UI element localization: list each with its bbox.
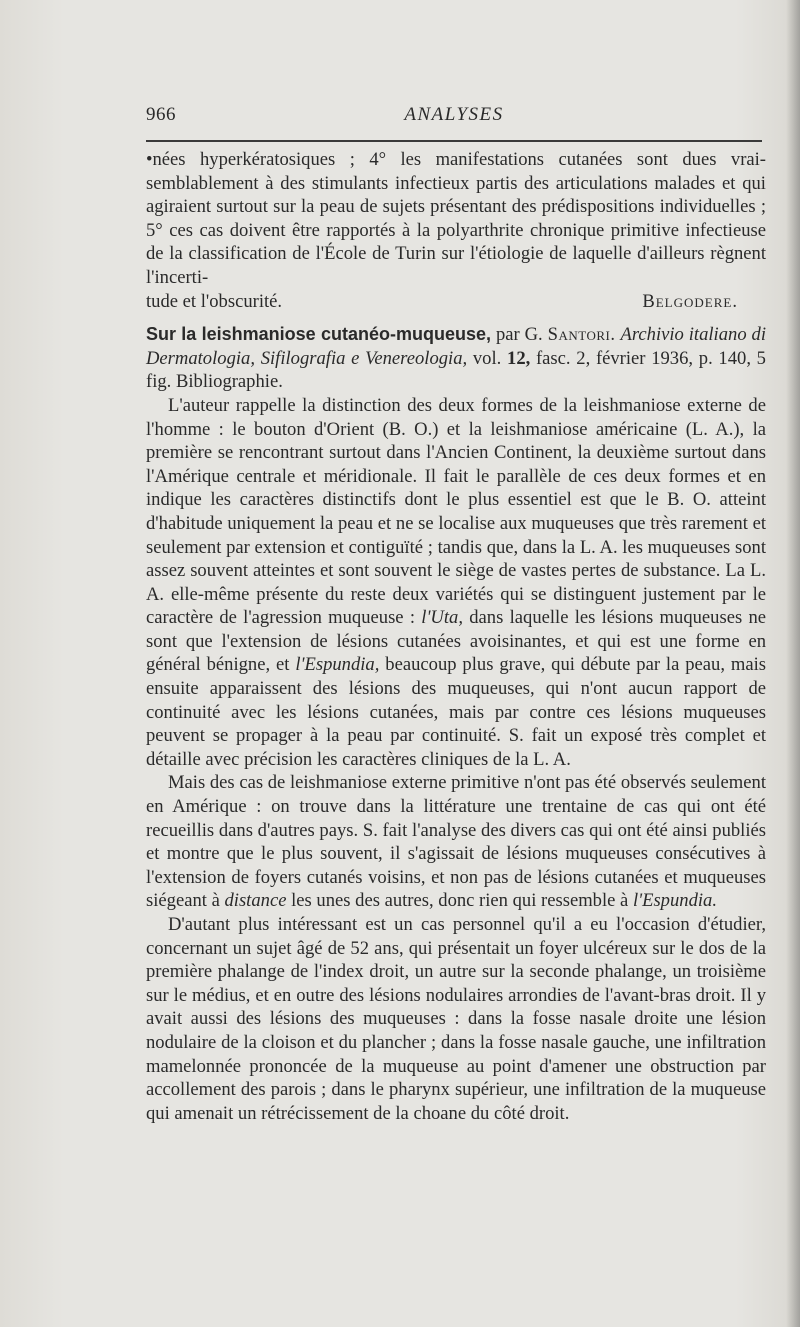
paragraph-text: les unes des autres, donc rien qui ressemble à [291,890,629,912]
text-line: tude et l'obscurité. [146,290,283,312]
page-details: p. 140, 5 fig. Bibliographie. [146,347,766,393]
paragraph-1 [146,394,766,772]
text-line: •nées hyperkératosiques ; 4° les manifestations cutanées sont dues vrai- [146,149,766,170]
journal-name: Archivio italiano di Dermatologia, Sifilografia e Venereologia, [146,324,767,369]
volume-label: vol. [472,347,502,369]
text-line: malades et qui agiraient surtout sur la peau de sujets présentant des [146,172,766,218]
text-line: polyarthrite chronique primitive infectieuse de la classification de [146,219,766,265]
previous-analysis-text [146,148,766,290]
article-reference [146,323,766,394]
reviewer-signature: Belgodere. [642,290,738,312]
page-content [146,148,766,1125]
text-line: l'École de Turin sur l'étiologie de laquelle d'ailleurs règnent l'incerti- [146,243,767,288]
page-number: 966 [146,104,176,125]
paragraph-3: D'autant plus intéressant est un cas personnel qu'il a eu l'occasion d'étudier, concernant un sujet âgé de 52 ans, qui présentait un foyer ulcéreux sur le dos de la première phalange de l'index droit, un autre sur la seconde phalange, un troisième sur le médius, et en outre des lésions nodulaires arrondies de l'avant-bras droit. Il y avait aussi des lésions des muqueuses : dans la fosse nasale droite une lésion nodulaire de la cloison et du plancher ; dans la fosse nasale gauche, une infiltration mamelonnée prononcée de la muqueuse au point d'amener une obstruction par accollement des parois ; dans le pharynx supérieur, une infiltration de la muqueuse qui amenait un rétrécissement de la choane du côté droit. [146,914,766,1124]
page-edge-shadow [786,0,800,1327]
paragraph-text: Mais des cas de leishmaniose externe primitive n'ont pas été observés seulement en Amérique : on trouve dans la littérature une trentaine de cas qui ont été recueillis dans d'autres pays. S. fait l'analyse des divers cas qui ont été ainsi publiés et montre que le plus souvent, il s'agissait de lésions muqueuses consécutives à l'extension de foyers cutanés voisins, et non pas de lésions cutanées et muqueuses siégeant à [146,772,766,912]
text-line: prédispositions individuelles ; 5° ces cas doivent être rapportés à la [146,196,766,241]
term-espundia: l'Espundia. [632,890,717,912]
header-rule [146,140,762,142]
paragraph-2 [146,771,766,913]
previous-analysis-end [146,290,766,314]
issue-details: fasc. 2, février 1936, [535,347,694,369]
term-espundia: l'Espundia, [295,654,380,676]
volume-number: 12, [507,347,531,369]
term-distance: distance [224,890,287,912]
article-title: Sur la leishmaniose cutanéo-muqueuse, [146,324,491,345]
term-uta: l'Uta, [421,607,463,629]
running-title: ANALYSES [404,104,504,125]
page-header [146,104,762,134]
paragraph-text: dans laquelle les lésions muqueuses ne sont que l'extension de lésions cutanées avoisinantes, et qui est une forme en général bénigne, et [146,607,767,676]
paragraph-text: L'auteur rappelle la distinction des deux formes de la leishmaniose externe de l'homme : le bouton d'Orient (B. O.) et la leishmaniose américaine (L. A.), la première se rencontrant surtout dans l'Ancien Continent, la deuxième surtout dans l'Amérique centrale et méridionale. Il fait le parallèle de ces deux formes et en indique les caractères distinctifs dont le plus essentiel est que le B. O. atteint d'habitude uniquement la peau et ne se localise aux muqueuses que très rarement et seulement par extension et contiguïté ; tandis que, dans la L. A. les muqueuses sont assez souvent atteintes et sont souvent le siège de vastes pertes de substance. La L. A. elle-même présente du reste deux variétés qui se distinguent justement par le caractère de l'agression muqueuse : [146,394,766,629]
article-by: par G. [495,324,543,346]
paragraph-text: beaucoup plus grave, qui débute par la peau, mais ensuite apparaissent des lésions des muqueuses, qui n'ont aucun rapport de continuité avec les lésions cutanées, mais par contre ces lésions muqueuses peuvent se propager à la peau par continuité. S. fait un exposé très complet et détaille avec précision les caractères cliniques de la L. A. [146,654,766,770]
text-line: semblablement à des stimulants infectieux partis des articulations [146,172,648,194]
article-author: Santori. [547,324,616,346]
